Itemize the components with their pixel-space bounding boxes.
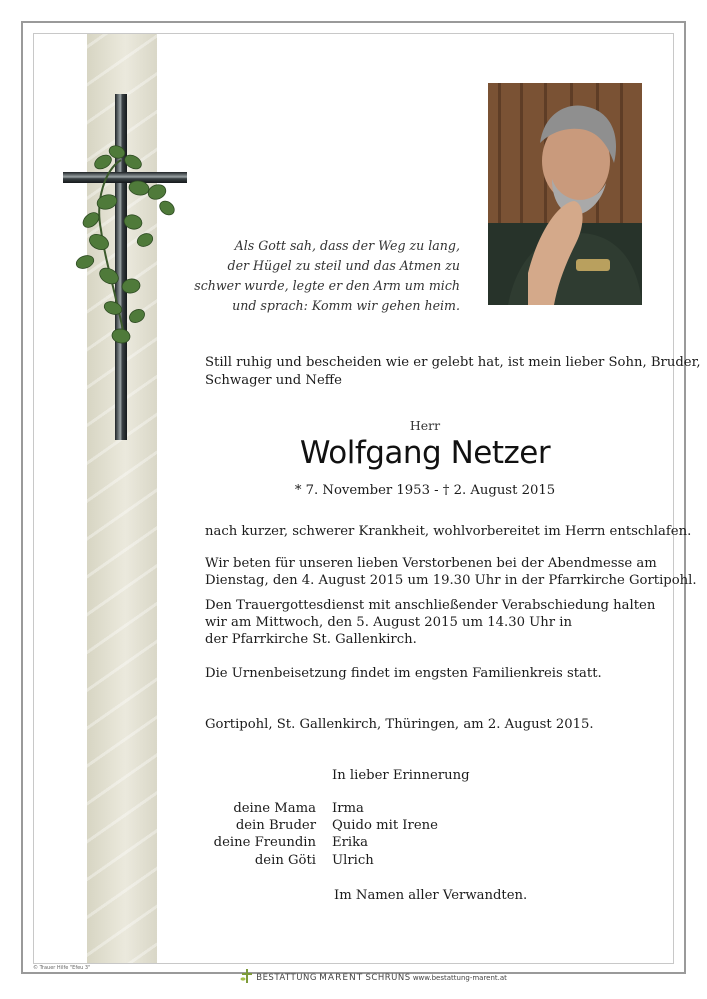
relative-name: Erika xyxy=(332,835,369,851)
intro-line: Still ruhig und bescheiden wie er gelebt hat, ist mein lieber Sohn, Bruder, xyxy=(205,355,701,370)
poem-line: der Hügel zu steil und das Atmen zu xyxy=(227,258,460,273)
poem-line: schwer wurde, legte er den Arm um mich xyxy=(194,278,460,293)
template-credit: © Trauer Hilfe "Efeu 3" xyxy=(33,965,91,971)
place-date: Gortipohl, St. Gallenkirch, Thüringen, am 2. August 2015. xyxy=(205,717,594,732)
poem-line: Als Gott sah, dass der Weg zu lang, xyxy=(234,238,460,253)
footer-town: SCHRUNS xyxy=(365,973,411,983)
death-note: nach kurzer, schwerer Krankheit, wohlvorbereitet im Herrn entschlafen. xyxy=(205,524,692,539)
leaf-cross-icon xyxy=(240,968,254,984)
undertaker-footer xyxy=(240,968,507,986)
footer-brand-name: MARENT xyxy=(319,973,364,983)
remembrance-heading: In lieber Erinnerung xyxy=(332,768,470,783)
relative-name: Ulrich xyxy=(332,852,374,868)
portrait-photo xyxy=(488,83,642,305)
memorial-poem xyxy=(180,236,460,316)
relative-role: deine Freundin xyxy=(213,835,316,851)
funeral-line: wir am Mittwoch, den 5. August 2015 um 14.30 Uhr in xyxy=(205,615,572,630)
footer-url: www.bestattung-marent.at xyxy=(412,974,507,982)
salutation: Herr xyxy=(409,418,441,433)
relative-role: deine Mama xyxy=(233,801,316,816)
poem-line: und sprach: Komm wir gehen heim. xyxy=(232,298,460,313)
funeral-line: Den Trauergottesdienst mit anschließender Verabschiedung halten xyxy=(205,598,656,613)
closing-line: Im Namen aller Verwandten. xyxy=(334,888,528,903)
relative-role: dein Bruder xyxy=(235,818,316,834)
mass-line: Wir beten für unseren lieben Verstorbenen bei der Abendmesse am xyxy=(205,556,657,571)
relative-role: dein Göti xyxy=(254,852,316,868)
cross-with-ivy-icon xyxy=(55,90,195,450)
deceased-name: Wolfgang Netzer xyxy=(299,435,551,471)
relative-name: Irma xyxy=(332,801,364,816)
footer-brand: BESTATTUNG xyxy=(256,973,317,983)
urn-note: Die Urnenbeisetzung findet im engsten Familienkreis statt. xyxy=(205,666,602,681)
life-dates: * 7. November 1953 - † 2. August 2015 xyxy=(294,483,556,498)
funeral-line: der Pfarrkirche St. Gallenkirch. xyxy=(205,632,417,647)
mass-line: Dienstag, den 4. August 2015 um 19.30 Uhr in der Pfarrkirche Gortipohl. xyxy=(205,573,697,588)
relative-name: Quido mit Irene xyxy=(332,818,438,834)
intro-line: Schwager und Neffe xyxy=(205,373,342,388)
